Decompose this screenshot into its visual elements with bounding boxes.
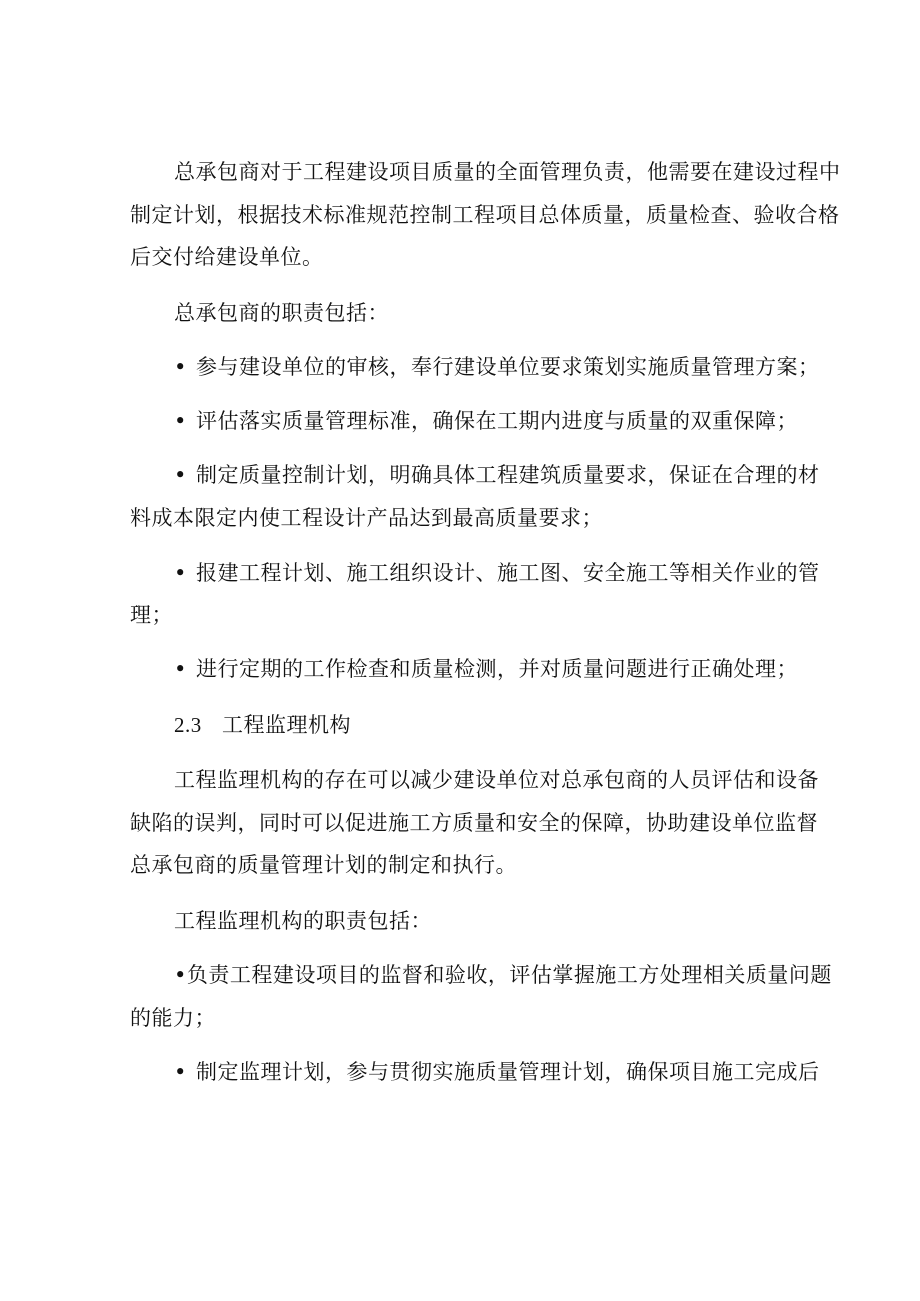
- section-number: 2.3: [174, 713, 202, 737]
- bullet-text: 进行定期的工作检查和质量检测，并对质量问题进行正确处理；: [196, 657, 798, 681]
- bullet-text: 评估落实质量管理标准，确保在工期内进度与质量的双重保障；: [196, 409, 798, 433]
- bullet-text: 制定监理计划，参与贯彻实施质量管理计划，确保项目施工完成后: [196, 1060, 820, 1084]
- bullet-item-6: [174, 962, 854, 988]
- bullet-item-3: [174, 462, 854, 488]
- bullet-text: 负责工程建设项目的监督和验收，评估掌握施工方处理相关质量问题: [186, 963, 832, 987]
- paragraph-3-line-3: 总承包商的质量管理计划的制定和执行。: [130, 853, 517, 877]
- bullet-item-4: [174, 560, 854, 586]
- bullet-marker: •: [174, 963, 187, 987]
- bullet-marker: •: [174, 409, 187, 433]
- bullet-marker: •: [174, 1060, 187, 1084]
- bullet-item-4-continuation: 理；: [130, 603, 173, 627]
- bullet-marker: •: [174, 463, 187, 487]
- paragraph-4: 工程监理机构的职责包括：: [174, 909, 432, 933]
- section-title: 工程监理机构: [222, 713, 351, 737]
- bullet-item-5: [174, 656, 854, 682]
- paragraph-2: 总承包商的职责包括：: [174, 301, 389, 325]
- bullet-text: 报建工程计划、施工组织设计、施工图、安全施工等相关作业的管: [196, 561, 820, 585]
- paragraph-3-line-1: 工程监理机构的存在可以减少建设单位对总承包商的人员评估和设备: [174, 768, 819, 792]
- bullet-marker: •: [174, 561, 187, 585]
- bullet-marker: •: [174, 657, 187, 681]
- section-heading: [174, 712, 854, 738]
- paragraph-1-line-1: 总承包商对于工程建设项目质量的全面管理负责，他需要在建设过程中: [174, 160, 841, 184]
- bullet-item-7: [174, 1059, 854, 1085]
- paragraph-1-line-3: 后交付给建设单位。: [130, 245, 324, 269]
- bullet-item-2: [174, 408, 854, 434]
- paragraph-1-line-2: 制定计划，根据技术标准规范控制工程项目总体质量，质量检查、验收合格: [130, 203, 840, 227]
- bullet-text: 制定质量控制计划，明确具体工程建筑质量要求，保证在合理的材: [196, 463, 820, 487]
- bullet-text: 参与建设单位的审核，奉行建设单位要求策划实施质量管理方案；: [196, 355, 820, 379]
- bullet-item-1: [174, 354, 854, 380]
- bullet-item-3-continuation: 料成本限定内使工程设计产品达到最高质量要求；: [130, 506, 603, 530]
- bullet-marker: •: [174, 355, 187, 379]
- bullet-item-6-continuation: 的能力；: [130, 1006, 216, 1030]
- paragraph-3-line-2: 缺陷的误判，同时可以促进施工方质量和安全的保障，协助建设单位监督: [130, 811, 818, 835]
